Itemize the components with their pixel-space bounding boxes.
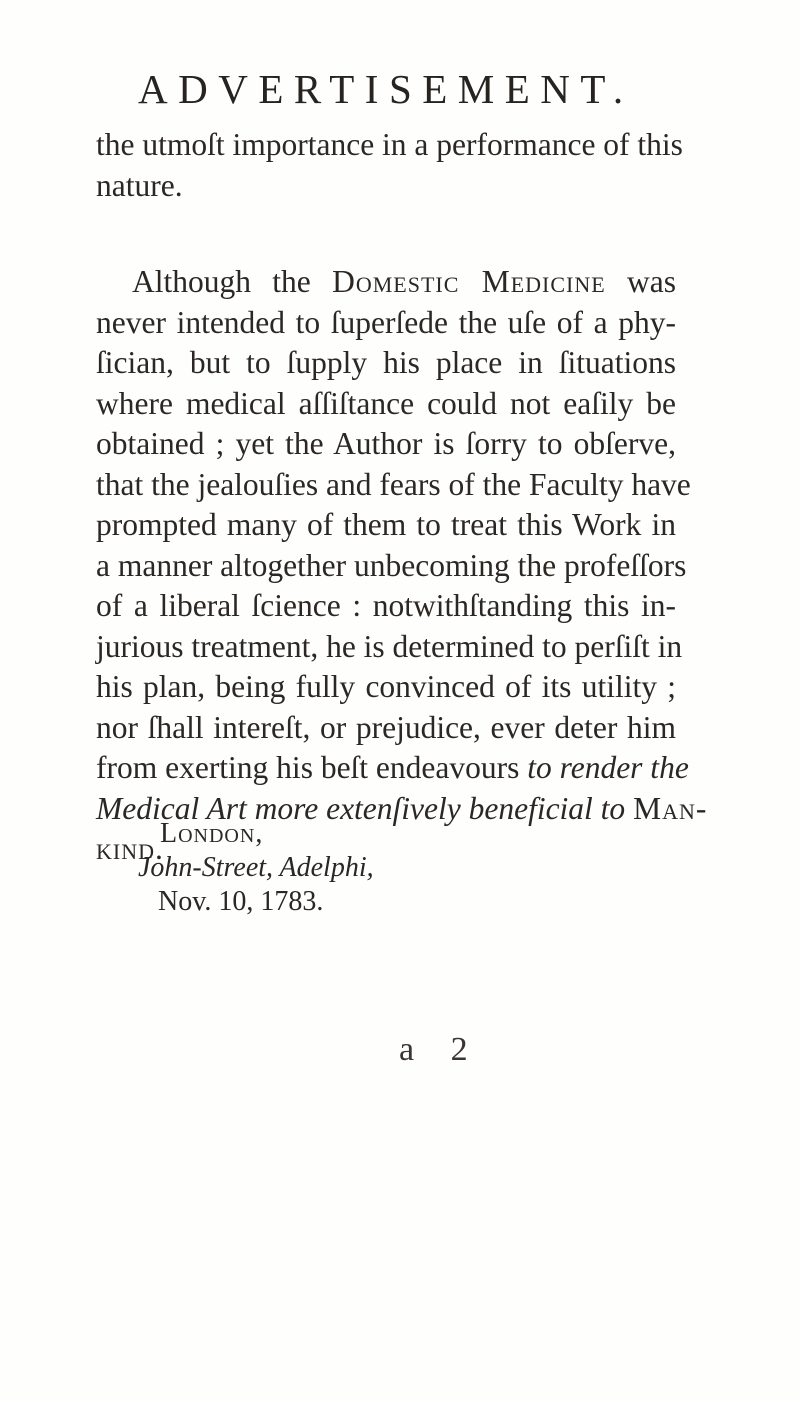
text-segment: from exerting his beſt endeavours	[96, 750, 528, 785]
text-segment: Although the	[132, 264, 333, 299]
paragraph-main	[96, 262, 708, 870]
italic-segment: to render the	[527, 750, 689, 785]
page-signature-mark: a 2	[399, 1031, 482, 1068]
signature-date: Nov. 10, 1783.	[158, 886, 324, 917]
text-line: a manner altogether unbecoming the profeſſors	[96, 547, 687, 583]
text-line: ſician, but to ſupply his place in ſituations	[96, 345, 676, 380]
smallcaps-segment: Man-	[633, 790, 708, 826]
text-line: obtained ; yet the Author is ſorry to obſerve,	[96, 426, 676, 461]
text-line: never intended to ſuperſede the uſe of a phy-	[96, 304, 676, 340]
text-line: prompted many of them to treat this Work in	[96, 507, 676, 542]
text-line: jurious treatment, he is determined to perſiſt in	[96, 628, 683, 664]
signature-block	[138, 817, 374, 919]
text-line: nor ſhall intereſt, or prejudice, ever deter him	[96, 709, 676, 745]
text-line: of a liberal ſcience : notwithſtanding this in-	[96, 588, 676, 623]
text-line-italic	[96, 748, 689, 789]
signature-city: London,	[160, 818, 264, 849]
text-line: that the jealouſies and fears of the Faculty have	[96, 466, 691, 502]
book-title-smallcaps: Domestic Medicine	[332, 264, 606, 299]
text-segment: was	[605, 264, 676, 299]
text-line: the utmoſt importance in a performance of this	[96, 127, 683, 162]
paragraph-continuation	[96, 125, 683, 206]
italic-segment: Medical Art more extenſively beneficial to	[96, 790, 634, 826]
text-line: nature.	[96, 167, 183, 203]
text-line-last: kind.	[96, 831, 164, 866]
signature-street: John-Street, Adelphi,	[138, 852, 374, 883]
text-line: where medical aſſiſtance could not eaſily be	[96, 385, 676, 421]
text-line: his plan, being fully convinced of its utility ;	[96, 669, 676, 704]
text-line-first	[96, 262, 676, 303]
page-header: ADVERTISEMENT.	[138, 66, 634, 112]
